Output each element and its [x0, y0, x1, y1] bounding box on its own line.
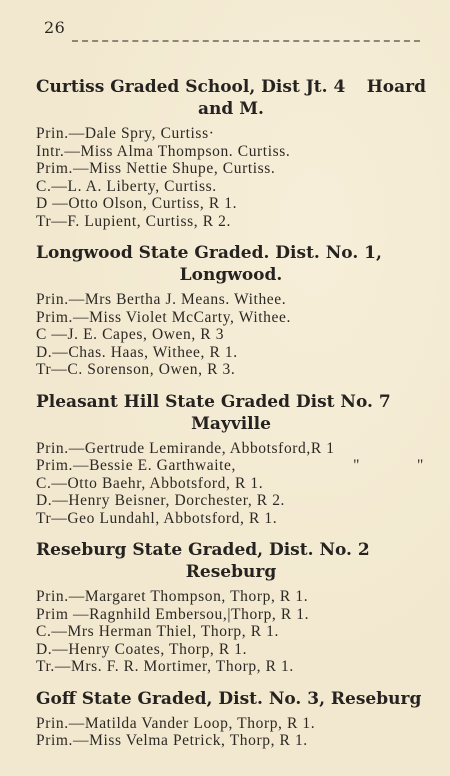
entry-line: C.—L. A. Liberty, Curtiss.	[36, 177, 217, 195]
section-subtitle: Longwood.	[179, 265, 283, 285]
entry-line: Tr.—Mrs. F. R. Mortimer, Thorp, R 1.	[36, 658, 294, 675]
entry-text: Prim.—Bessie E. Garthwaite,	[36, 457, 237, 474]
section-heading	[36, 391, 426, 435]
entry-line: Prim.—Miss Velma Petrick, Thorp, R 1.	[36, 732, 308, 749]
section-heading	[36, 688, 426, 710]
entry-line: Prim —Ragnhild Embersou,|Thorp, R 1.	[36, 605, 310, 623]
entry-line: Tr—C. Sorenson, Owen, R 3.	[36, 361, 236, 378]
entry-line: Intr.—Miss Alma Thompson. Curtiss.	[36, 142, 291, 160]
section-heading	[36, 76, 426, 120]
section-curtiss	[36, 76, 426, 230]
entry-line: Tr—Geo Lundahl, Abbotsford, R 1.	[36, 509, 278, 527]
entry-line: Prim.—Miss Nettie Shupe, Curtiss.	[36, 160, 276, 177]
section-title-end: Hoard	[366, 77, 426, 97]
entry-line: Tr—F. Lupient, Curtiss, R 2.	[36, 212, 231, 230]
entry-line: Prin.—Matilda Vander Loop, Thorp, R 1.	[36, 714, 316, 732]
entry-line: Prin.—Gertrude Lemirande, Abbotsford,R 1	[36, 439, 335, 457]
entry-line: C.—Otto Baehr, Abbotsford, R 1.	[36, 474, 264, 492]
section-title: Pleasant Hill State Graded Dist No. 7	[36, 391, 391, 412]
ditto-mark: "	[417, 457, 424, 474]
entry-line: C —J. E. Capes, Owen, R 3	[36, 326, 225, 343]
entry-line: D —Otto Olson, Curtiss, R 1.	[36, 195, 238, 212]
section-subtitle: Reseburg	[185, 562, 277, 582]
section-heading	[36, 242, 426, 286]
school-directory	[36, 76, 426, 762]
header-rule	[72, 40, 420, 42]
section-subtitle: and M.	[198, 99, 264, 119]
entry-line: D.—Henry Coates, Thorp, R 1.	[36, 640, 248, 658]
section-longwood	[36, 242, 426, 379]
section-title: Curtiss Graded School, Dist Jt. 4	[36, 77, 346, 97]
entry-line-with-ditto	[36, 457, 424, 475]
ditto-mark: "	[353, 457, 360, 474]
section-subtitle: Mayville	[191, 413, 271, 434]
section-reseburg	[36, 539, 426, 676]
section-title: Goff State Graded, Dist. No. 3, Reseburg	[36, 688, 422, 709]
entry-line: Prim.—Miss Violet McCarty, Withee.	[36, 308, 291, 326]
section-goff	[36, 688, 426, 750]
entry-line: Prin.—Mrs Bertha J. Means. Withee.	[36, 291, 287, 308]
entry-line: Prin.—Margaret Thompson, Thorp, R 1.	[36, 588, 309, 605]
section-title: Reseburg State Graded, Dist. No. 2	[36, 540, 370, 560]
section-pleasant-hill	[36, 391, 426, 528]
entry-line: Prin.—Dale Spry, Curtiss·	[36, 125, 215, 142]
entry-line: C.—Mrs Herman Thiel, Thorp, R 1.	[36, 623, 279, 640]
section-heading	[36, 539, 426, 583]
entry-line: D.—Chas. Haas, Withee, R 1.	[36, 343, 238, 361]
entry-line: D.—Henry Beisner, Dorchester, R 2.	[36, 492, 286, 509]
section-title: Longwood State Graded. Dist. No. 1,	[36, 243, 382, 263]
page-number: 26	[44, 18, 66, 37]
